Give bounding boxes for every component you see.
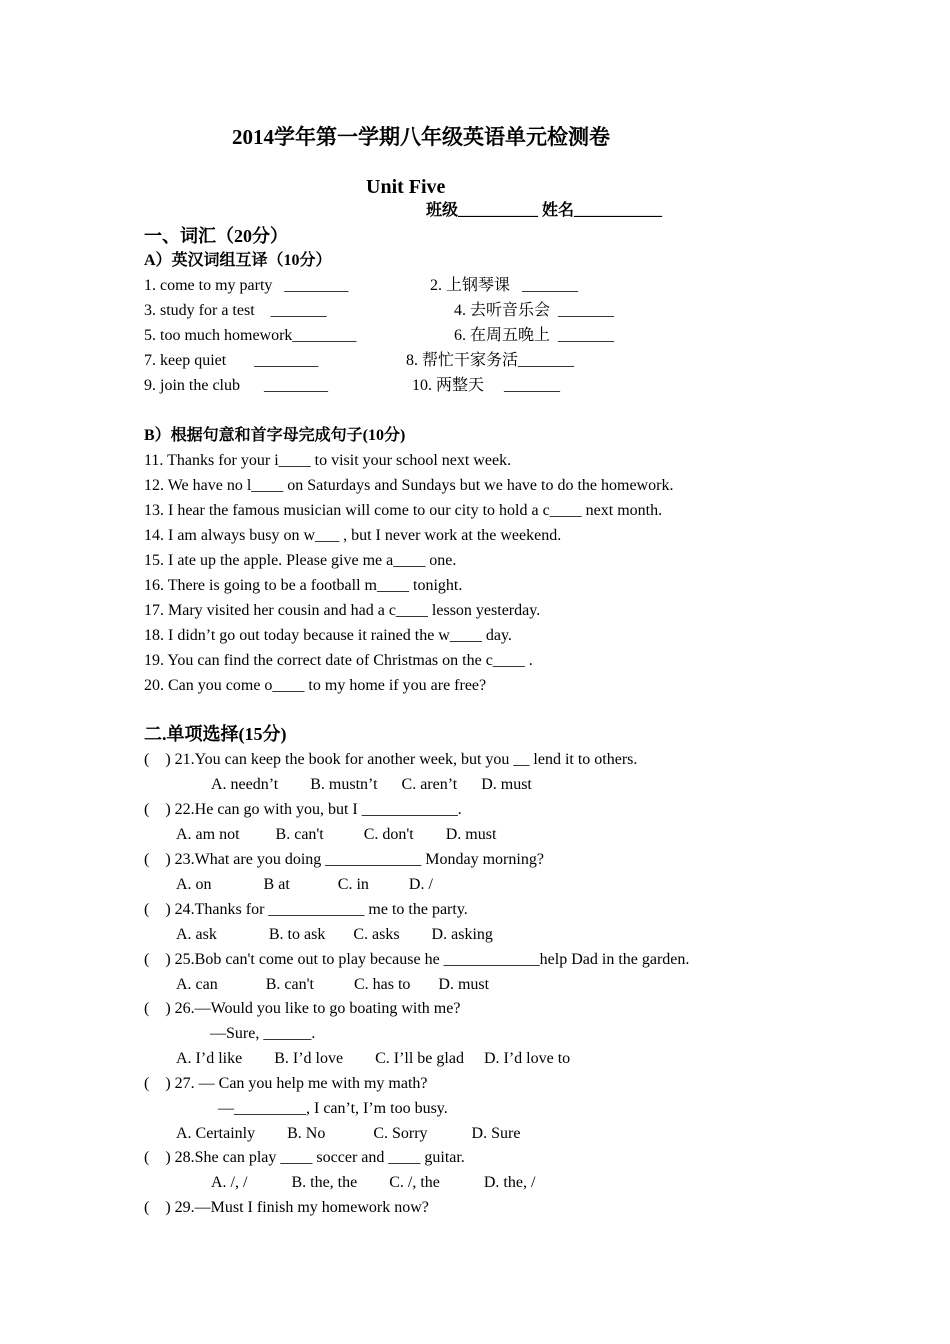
vocab-item: 3. study for a test _______ [144,302,327,319]
sentence-item: 17. Mary visited her cousin and had a c____ lesson yesterday. [144,602,541,619]
sentence-item: 18. I didn’t go out today because it rained the w____ day. [144,627,512,644]
question-stem: ( ) 23.What are you doing ____________ Monday morning? [144,851,544,868]
vocab-item: 9. join the club ________ [144,377,328,394]
question-reply: —Sure, ______. [210,1025,316,1042]
question-options: A. /, / B. the, the C. /, the D. the, / [211,1174,536,1191]
vocab-item: 2. 上钢琴课 _______ [430,277,579,294]
page-title: 2014学年第一学期八年级英语单元检测卷 [232,125,610,149]
question-options: A. I’d like B. I’d love C. I’ll be glad D. I’d love to [176,1050,571,1067]
question-options: A. ask B. to ask C. asks D. asking [176,926,493,943]
question-options: A. Certainly B. No C. Sorry D. Sure [176,1125,521,1142]
question-options: A. on B at C. in D. / [176,876,433,893]
sentence-item: 13. I hear the famous musician will come to our city to hold a c____ next month. [144,502,663,519]
question-stem: ( ) 28.She can play ____ soccer and ____ guitar. [144,1149,465,1166]
question-options: A. needn’t B. mustn’t C. aren’t D. must [211,776,532,793]
vocab-item: 1. come to my party ________ [144,277,349,294]
vocab-item: 6. 在周五晚上 _______ [454,327,615,344]
question-reply: —_________, I can’t, I’m too busy. [218,1100,448,1117]
question-stem: ( ) 21.You can keep the book for another week, but you __ lend it to others. [144,751,638,768]
sentence-item: 20. Can you come o____ to my home if you are free? [144,677,487,694]
section2-heading: 二.单项选择(15分) [144,724,287,744]
question-options: A. am not B. can't C. don't D. must [176,826,497,843]
question-stem: ( ) 24.Thanks for ____________ me to the party. [144,901,468,918]
class-name-line: 班级__________ 姓名___________ [426,202,663,219]
unit-title: Unit Five [366,176,446,198]
question-stem: ( ) 22.He can go with you, but I ____________. [144,801,462,818]
vocab-item: 8. 帮忙干家务活_______ [406,352,575,369]
sentence-item: 19. You can find the correct date of Christmas on the c____ . [144,652,533,669]
sentence-item: 12. We have no l____ on Saturdays and Sundays but we have to do the homework. [144,477,674,494]
sentence-item: 15. I ate up the apple. Please give me a____ one. [144,552,457,569]
vocab-item: 10. 两整天 _______ [412,377,561,394]
sentence-item: 14. I am always busy on w___ , but I never work at the weekend. [144,527,562,544]
question-stem: ( ) 29.—Must I finish my homework now? [144,1199,429,1216]
partA-heading: A）英汉词组互译（10分） [144,252,332,269]
question-options: A. can B. can't C. has to D. must [176,976,490,993]
sentence-item: 16. There is going to be a football m____ tonight. [144,577,463,594]
partB-heading: B）根据句意和首字母完成句子(10分) [144,427,406,444]
question-stem: ( ) 27. — Can you help me with my math? [144,1075,428,1092]
vocab-item: 5. too much homework________ [144,327,357,344]
vocab-item: 4. 去听音乐会 _______ [454,302,615,319]
sentence-item: 11. Thanks for your i____ to visit your school next week. [144,452,512,469]
question-stem: ( ) 25.Bob can't come out to play because he ____________help Dad in the garden. [144,951,690,968]
section1-heading: 一、词汇（20分） [144,226,288,246]
question-stem: ( ) 26.—Would you like to go boating with me? [144,1000,461,1017]
vocab-item: 7. keep quiet ________ [144,352,319,369]
